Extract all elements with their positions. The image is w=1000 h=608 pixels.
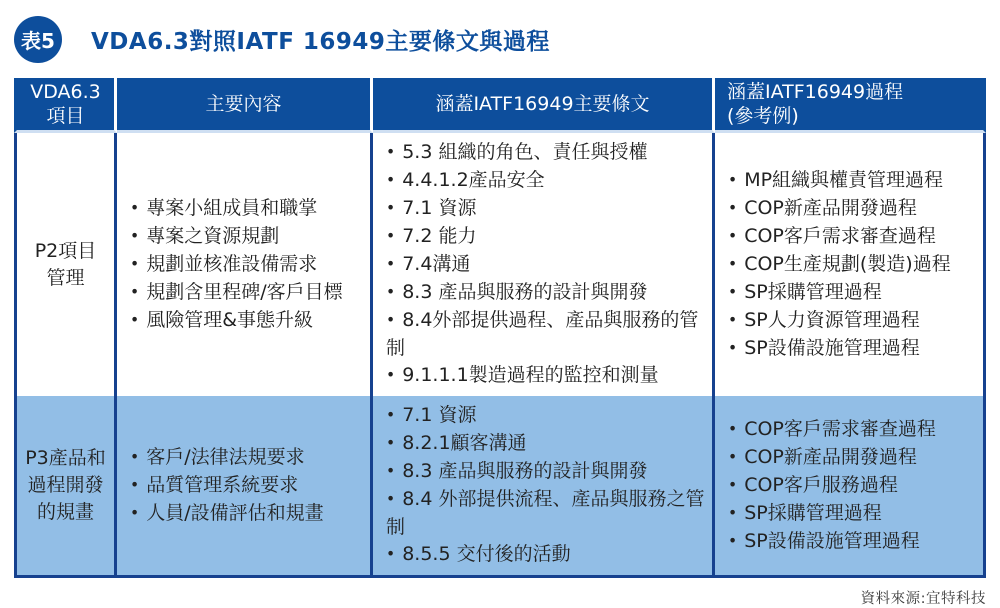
- cell-item-p2: [14, 133, 117, 396]
- table-number-badge: [14, 16, 62, 63]
- list-item: • SP人力資源管理過程: [728, 307, 979, 335]
- title-bar: [14, 14, 986, 64]
- header-vda-item: [14, 78, 117, 133]
- item-line: 管理: [46, 266, 85, 289]
- list-item: • 7.2 能力: [386, 223, 708, 251]
- list-item: • 8.4外部提供過程、產品與服務的管制: [386, 307, 708, 362]
- list-item: • 專案之資源規劃: [130, 223, 366, 251]
- list-item: • 8.5.5 交付後的活動: [386, 541, 708, 569]
- list-item: • COP客戶服務過程: [728, 472, 979, 500]
- list-item: • 人員/設備評估和規畫: [130, 500, 366, 528]
- source-note: 資料來源:宜特科技: [860, 591, 986, 607]
- header-line: 主要內容: [205, 93, 282, 115]
- header-main-content: [117, 78, 373, 133]
- list-item: • MP組織與權責管理過程: [728, 167, 979, 195]
- item-line: P3產品和: [25, 447, 106, 469]
- cell-clauses-p2: [373, 133, 715, 396]
- list-item: • COP新產品開發過程: [728, 195, 979, 223]
- list-item: • 8.3 產品與服務的設計與開發: [386, 279, 708, 307]
- header-line: (參考例): [727, 105, 799, 127]
- page: [14, 0, 986, 608]
- list-item: • COP生產規劃(製造)過程: [728, 251, 979, 279]
- list-item: • 7.1 資源: [386, 195, 708, 223]
- cell-main-content-p3: [117, 396, 373, 578]
- table-row-p3: [14, 396, 986, 578]
- list-item: • COP客戶需求審查過程: [728, 416, 979, 444]
- header-line: 項目: [46, 105, 85, 127]
- header-iatf-processes: [715, 78, 986, 133]
- list-item: • 規劃含里程碑/客戶目標: [130, 279, 366, 307]
- list-item: • SP採購管理過程: [728, 279, 979, 307]
- cell-main-content-p2: [117, 133, 373, 396]
- list-item: • 4.4.1.2產品安全: [386, 167, 708, 195]
- header-line: VDA6.3: [30, 81, 101, 103]
- list-item: • COP新產品開發過程: [728, 444, 979, 472]
- item-line: P2項目: [34, 239, 97, 262]
- list-item: • SP採購管理過程: [728, 500, 979, 528]
- comparison-table: [14, 78, 986, 578]
- list-item: • 8.3 產品與服務的設計與開發: [386, 458, 708, 486]
- list-item: • 品質管理系統要求: [130, 472, 366, 500]
- list-item: • 客戶/法律法規要求: [130, 444, 366, 472]
- cell-processes-p2: [715, 133, 986, 396]
- list-item: • SP設備設施管理過程: [728, 528, 979, 556]
- list-item: • 規劃並核准設備需求: [130, 251, 366, 279]
- cell-item-p3: [14, 396, 117, 578]
- list-item: • 8.4 外部提供流程、產品與服務之管制: [386, 486, 708, 541]
- page-title: VDA6.3對照IATF 16949主要條文與過程: [91, 28, 550, 55]
- header-line: 涵蓋IATF16949主要條文: [435, 93, 650, 115]
- table-row-p2: [14, 133, 986, 396]
- list-item: • 7.4溝通: [386, 251, 708, 279]
- list-item: • 5.3 組織的角色、責任與授權: [386, 139, 708, 167]
- table-header: [14, 78, 986, 133]
- list-item: • SP設備設施管理過程: [728, 335, 979, 363]
- header-iatf-clauses: [373, 78, 715, 133]
- header-line: 涵蓋IATF16949過程: [727, 81, 904, 103]
- header-row: [14, 78, 986, 133]
- item-line: 的規畫: [36, 501, 94, 523]
- list-item: • 風險管理&事態升級: [130, 307, 366, 335]
- list-item: • 7.1 資源: [386, 402, 708, 430]
- item-line: 過程開發: [27, 474, 104, 496]
- cell-clauses-p3: [373, 396, 715, 578]
- cell-processes-p3: [715, 396, 986, 578]
- badge-label: 表5: [21, 28, 55, 53]
- list-item: • COP客戶需求審查過程: [728, 223, 979, 251]
- list-item: • 9.1.1.1製造過程的監控和測量: [386, 362, 708, 390]
- list-item: • 8.2.1顧客溝通: [386, 430, 708, 458]
- list-item: • 專案小組成員和職掌: [130, 195, 366, 223]
